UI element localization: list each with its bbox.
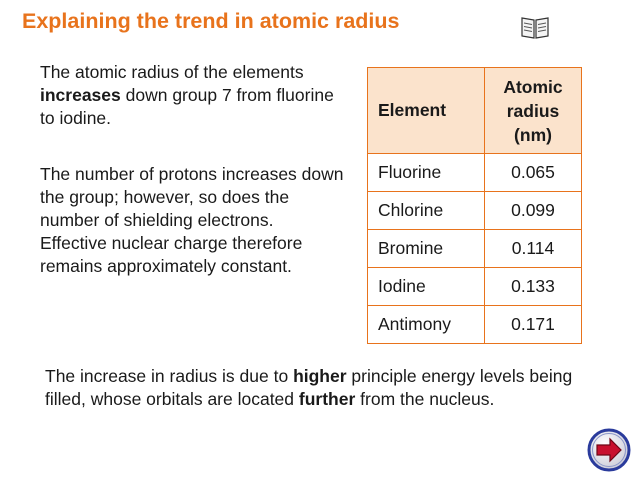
paragraph-energy-levels: The increase in radius is due to higher principle energy levels being filled, whose orbitals are located further from the nucleus. xyxy=(45,366,573,409)
emphasis-increases: increases xyxy=(40,85,121,105)
radius-value: 0.065 xyxy=(485,154,582,192)
table-row xyxy=(368,192,582,230)
radius-value: 0.114 xyxy=(485,230,582,268)
radius-value: 0.171 xyxy=(485,306,582,344)
element-name: Fluorine xyxy=(368,154,485,192)
atomic-radius-table xyxy=(367,67,582,344)
next-arrow-icon[interactable] xyxy=(587,428,631,472)
table-row xyxy=(368,268,582,306)
table-row xyxy=(368,154,582,192)
element-name: Bromine xyxy=(368,230,485,268)
radius-value: 0.133 xyxy=(485,268,582,306)
table-header-row xyxy=(368,68,582,154)
page-title: Explaining the trend in atomic radius xyxy=(22,9,400,33)
table-row xyxy=(368,306,582,344)
element-name: Antimony xyxy=(368,306,485,344)
header-atomic-radius: Atomic radius (nm) xyxy=(485,68,582,154)
element-name: Iodine xyxy=(368,268,485,306)
open-book-icon xyxy=(520,14,550,40)
header-element: Element xyxy=(368,68,485,154)
emphasis-higher: higher xyxy=(293,366,347,386)
emphasis-further: further xyxy=(298,389,356,409)
paragraph-shielding: The number of protons increases down the group; however, so does the number of shielding electrons. Effective nuclear charge therefore remains approximately constant. xyxy=(40,164,344,276)
radius-value: 0.099 xyxy=(485,192,582,230)
element-name: Chlorine xyxy=(368,192,485,230)
paragraph-trend: The atomic radius of the elements increases down group 7 from fluorine to iodine. xyxy=(40,62,334,128)
table-row xyxy=(368,230,582,268)
